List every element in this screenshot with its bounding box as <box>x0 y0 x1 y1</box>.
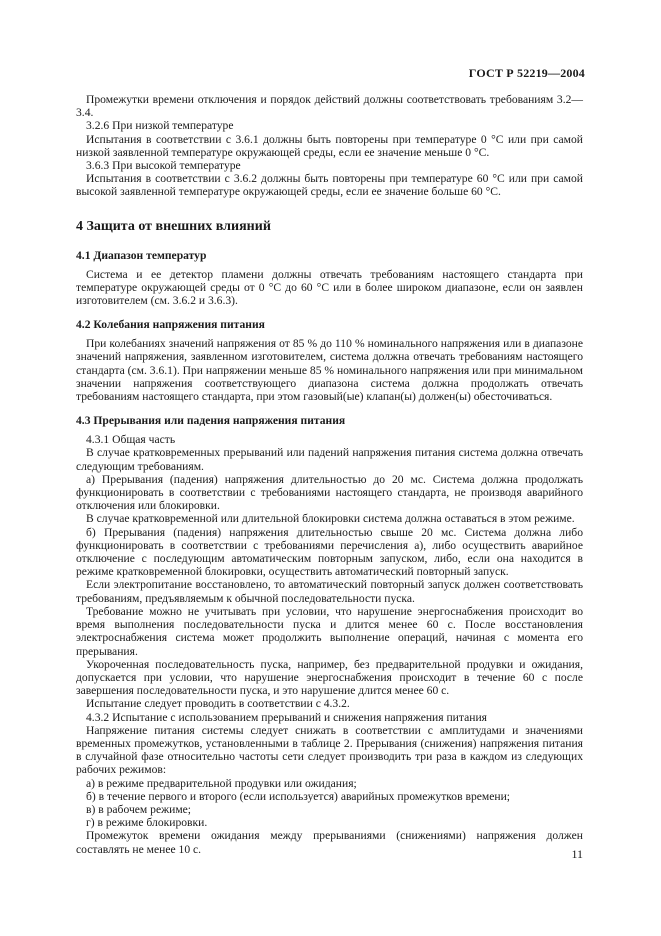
paragraph: Испытание следует проводить в соответствии с 4.3.2. <box>86 697 350 711</box>
paragraph: Требование можно не учитывать при условии, что нарушение энергоснабжения происходит во время выполнения последовательности пуска и длится менее 60 с. После восстановления электроснабжения система может продолжить выполнение операций, начиная с момента его прерывания. <box>76 604 583 658</box>
clause-heading: 3.2.6 При низкой температуре <box>86 119 234 133</box>
list-item: в) в рабочем режиме; <box>86 802 192 816</box>
clause-heading: 3.6.3 При высокой температуре <box>86 159 241 173</box>
subsection-title: 4.2 Колебания напряжения питания <box>76 318 265 332</box>
paragraph: Укороченная последовательность пуска, например, без предварительной продувки и ожидания, допускается при условии, что нарушение энергоснабжения происходит в течение 60 с после завершения последовательности пуска, и это нарушение длится менее 60 с. <box>76 657 583 698</box>
paragraph: Испытания в соответствии с 3.6.2 должны быть повторены при температуре 60 °С или при самой высокой заявленной температуре окружающей среды, если ее значение больше 60 °С. <box>76 172 583 199</box>
paragraph: В случае кратковременных прерываний или падений напряжения питания система должна отвечать следующим требованиям. <box>76 446 583 473</box>
document-header: ГОСТ Р 52219—2004 <box>468 66 585 80</box>
list-item: г) в режиме блокировки. <box>86 816 208 830</box>
paragraph: При колебаниях значений напряжения от 85 % до 110 % номинального напряжения или в диапазоне значений напряжения, заявленном изготовителем, система должна отвечать требованиям настоящего стандарта (см. 3.6.1). При напряжении меньше 85 % номинального напряжения или при минимальном значении напряжения соответствующего диапазона система должна продолжать отвечать требованиям настоящего стандарта, при этом газовый(ые) клапан(ы) должен(ы) обесточиваться. <box>76 337 583 404</box>
paragraph: Промежутки времени отключения и порядок действий должны соответствовать требованиям 3.2—3.4. <box>76 93 583 120</box>
page-number: 11 <box>571 847 583 861</box>
section-title: 4 Защита от внешних влияний <box>76 218 271 234</box>
paragraph: Промежуток времени ожидания между прерываниями (снижениями) напряжения должен составлять не менее 10 с. <box>76 829 583 856</box>
paragraph: Напряжение питания системы следует снижать в соответствии с амплитудами и значениями временных промежутков, установленными в таблице 2. Прерывания (снижения) напряжения питания в случайной фазе относительно частоты сети следует производить три раза в каждом из следующих рабочих режимов: <box>76 723 583 777</box>
clause-heading: 4.3.2 Испытание с использованием прерываний и снижения напряжения питания <box>86 710 487 724</box>
list-item: а) в режиме предварительной продувки или ожидания; <box>86 776 357 790</box>
paragraph: б) Прерывания (падения) напряжения длительностью свыше 20 мс. Система должна либо функционировать в соответствии с требованиями перечисления а), либо осуществить аварийное отключение с последующим автоматическим повторным запуском, либо, если она находится в режиме кратковременной блокировки, осуществить автоматический повторный запуск. <box>76 525 583 579</box>
list-item: б) в течение первого и второго (если используется) аварийных промежутков времени; <box>86 789 510 803</box>
paragraph: Система и ее детектор пламени должны отвечать требованиям настоящего стандарта при температуре окружающей среды от 0 °С до 60 °С или в более широком диапазоне, если он заявлен изготовителем (см. 3.6.2 и 3.6.3). <box>76 267 583 308</box>
paragraph: Испытания в соответствии с 3.6.1 должны быть повторены при температуре 0 °С или при самой низкой заявленной температуре окружающей среды, если ее значение меньше 0 °С. <box>76 132 583 159</box>
paragraph: а) Прерывания (падения) напряжения длительностью до 20 мс. Система должна продолжать функционировать в соответствии с требованиями настоящего стандарта, не производя аварийного отключения или блокировки. <box>76 472 583 513</box>
subsection-title: 4.3 Прерывания или падения напряжения питания <box>76 414 346 428</box>
subsection-title: 4.1 Диапазон температур <box>76 248 207 262</box>
document-body <box>76 93 583 856</box>
paragraph: Если электропитание восстановлено, то автоматический повторный запуск должен соответствовать требованиям, предъявляемым к обычной последовательности пуска. <box>76 578 583 605</box>
clause-heading: 4.3.1 Общая часть <box>86 433 176 447</box>
paragraph: В случае кратковременной или длительной блокировки система должна оставаться в этом режиме. <box>86 512 575 526</box>
